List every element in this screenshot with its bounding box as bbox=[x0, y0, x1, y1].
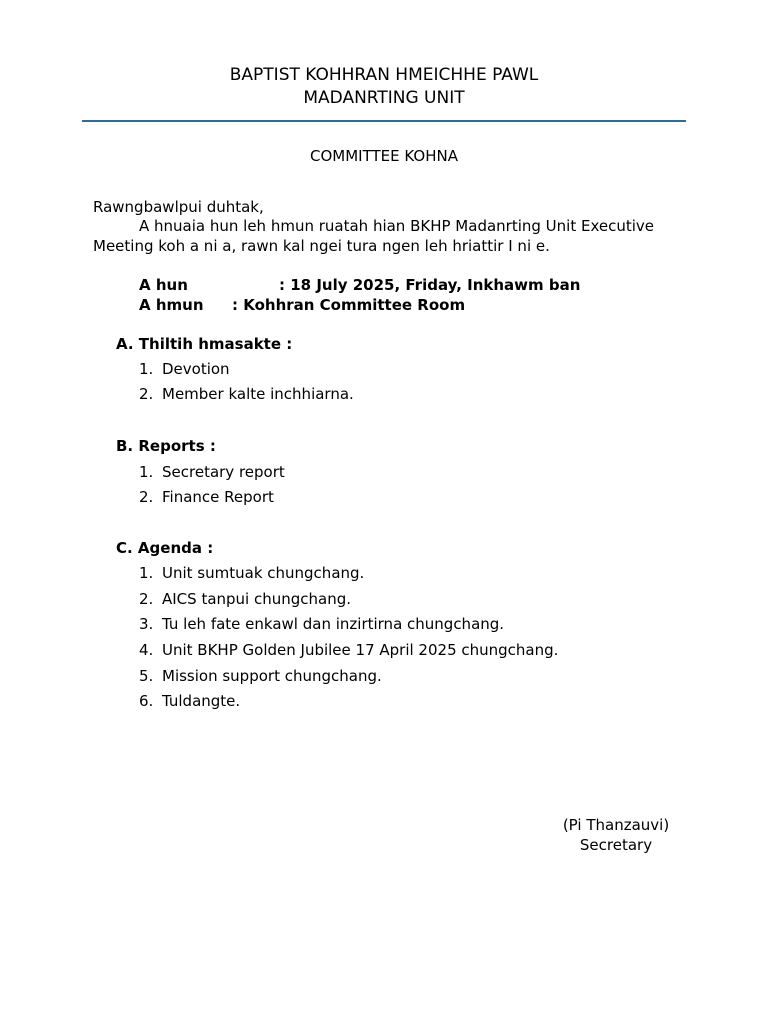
list-item bbox=[139, 462, 699, 482]
list-item-number: 6. bbox=[139, 692, 154, 710]
list-item bbox=[139, 640, 699, 660]
signatory-title: Secretary bbox=[579, 836, 653, 854]
list-item-text: Member kalte inchhiarna. bbox=[162, 385, 354, 403]
organization-name: BAPTIST KOHHRAN HMEICHHE PAWL bbox=[229, 65, 539, 85]
meeting-venue-label: A hmun bbox=[139, 296, 204, 314]
intro-line-1: A hnuaia hun leh hmun ruatah hian BKHP Madanrting Unit Executive bbox=[139, 217, 655, 235]
meeting-time-label: A hun bbox=[139, 276, 188, 294]
list-item bbox=[139, 666, 699, 686]
list-item-text: Tuldangte. bbox=[162, 692, 241, 710]
meeting-time-value: : 18 July 2025, Friday, Inkhawm ban bbox=[279, 276, 581, 294]
list-item-text: Finance Report bbox=[162, 488, 274, 506]
list-item-text: Devotion bbox=[162, 360, 230, 378]
list-item-text: AICS tanpui chungchang. bbox=[162, 590, 352, 608]
document-title: COMMITTEE KOHNA bbox=[310, 147, 458, 165]
meeting-venue-value: : Kohhran Committee Room bbox=[232, 296, 466, 314]
signatory-name: (Pi Thanzauvi) bbox=[562, 816, 670, 834]
section-heading-b: B. Reports : bbox=[116, 437, 216, 455]
header-divider bbox=[82, 120, 686, 122]
list-item-text: Secretary report bbox=[162, 463, 285, 481]
list-item-number: 2. bbox=[139, 385, 154, 403]
list-item bbox=[139, 359, 699, 379]
list-item-number: 2. bbox=[139, 488, 154, 506]
list-item-text: Unit BKHP Golden Jubilee 17 April 2025 chungchang. bbox=[162, 641, 559, 659]
list-item bbox=[139, 563, 699, 583]
list-item bbox=[139, 487, 699, 507]
list-item-text: Unit sumtuak chungchang. bbox=[162, 564, 365, 582]
list-item-number: 1. bbox=[139, 564, 154, 582]
list-item-number: 2. bbox=[139, 590, 154, 608]
list-item bbox=[139, 614, 699, 634]
list-item-number: 4. bbox=[139, 641, 154, 659]
list-item-text: Tu leh fate enkawl dan inzirtirna chungchang. bbox=[162, 615, 505, 633]
section-heading-a: A. Thiltih hmasakte : bbox=[116, 335, 293, 353]
section-heading-c: C. Agenda : bbox=[116, 539, 214, 557]
list-item bbox=[139, 691, 699, 711]
list-item-number: 1. bbox=[139, 463, 154, 481]
list-item-number: 5. bbox=[139, 667, 154, 685]
unit-name: MADANRTING UNIT bbox=[303, 88, 465, 108]
intro-line-2: Meeting koh a ni a, rawn kal ngei tura ngen leh hriattir I ni e. bbox=[93, 237, 550, 255]
list-item-number: 3. bbox=[139, 615, 154, 633]
list-item-number: 1. bbox=[139, 360, 154, 378]
list-item bbox=[139, 384, 699, 404]
list-item-text: Mission support chungchang. bbox=[162, 667, 382, 685]
salutation: Rawngbawlpui duhtak, bbox=[93, 198, 264, 216]
list-item bbox=[139, 589, 699, 609]
